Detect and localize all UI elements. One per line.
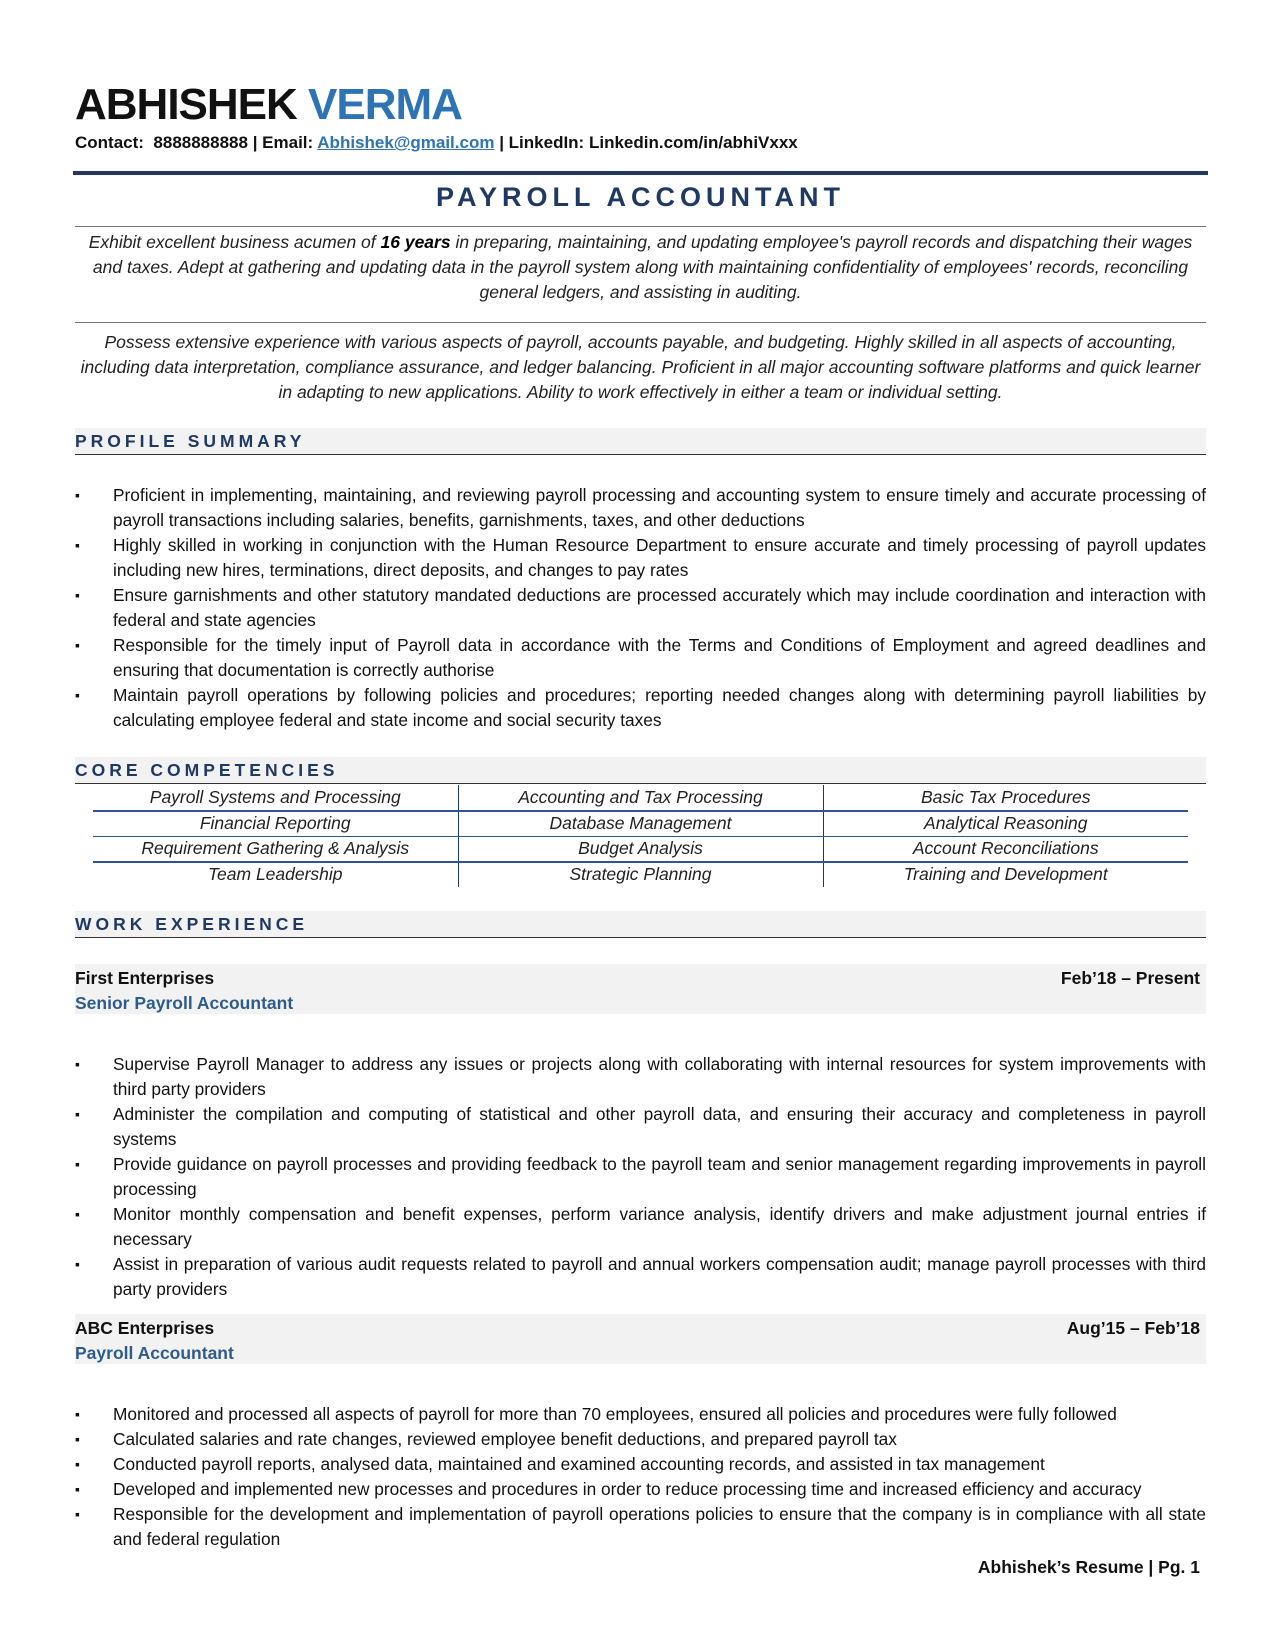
divider: [75, 226, 1206, 227]
competency-item: Payroll Systems and Processing: [93, 785, 458, 811]
bullet-item: ▪ Maintain payroll operations by following policies and procedures; reporting needed changes along with determining payroll liabilities by calculating employee federal and state income and social security taxes: [75, 683, 1206, 733]
divider: [75, 322, 1206, 323]
bullet-item: ▪ Responsible for the timely input of Payroll data in accordance with the Terms and Conditions of Employment and agreed deadlines and ensuring that documentation is correctly authorise: [75, 633, 1206, 683]
competencies-table: [93, 785, 1188, 887]
competency-item: Database Management: [458, 811, 823, 837]
email-link[interactable]: Abhishek@gmail.com: [317, 133, 495, 152]
last-name: VERMA: [308, 80, 462, 129]
contact-label: Contact:: [75, 133, 144, 152]
company-name: ABC Enterprises: [75, 1318, 215, 1338]
years-highlight: 16 years: [380, 232, 451, 252]
job-role: Senior Payroll Accountant: [75, 993, 294, 1013]
section-header-competencies: [75, 757, 1206, 784]
competency-item: Account Reconciliations: [823, 836, 1188, 862]
section-title: WORK EXPERIENCE: [75, 914, 309, 934]
competency-row: [93, 785, 1188, 811]
linkedin-url: Linkedin.com/in/abhiVxxx: [588, 133, 798, 152]
company-name: First Enterprises: [75, 968, 215, 988]
first-name: ABHISHEK: [75, 80, 297, 129]
competency-row: [93, 836, 1188, 862]
bullet-item: ▪ Monitored and processed all aspects of payroll for more than 70 employees, ensured all policies and procedures were fully followed: [75, 1402, 1206, 1427]
competency-item: Basic Tax Procedures: [823, 785, 1188, 811]
competency-item: Strategic Planning: [458, 862, 823, 888]
bullet-item: ▪ Conducted payroll reports, analysed data, maintained and examined accounting records, and assisted in tax management: [75, 1452, 1206, 1477]
bullet-item: ▪ Provide guidance on payroll processes and providing feedback to the payroll team and senior management regarding improvements in payroll processing: [75, 1152, 1206, 1202]
bullet-item: ▪ Proficient in implementing, maintaining, and reviewing payroll processing and accounting system to ensure timely and accurate processing of payroll transactions including salaries, benefits, garnishments, taxes, and other deductions: [75, 483, 1206, 533]
phone: 8888888888: [153, 133, 248, 152]
job-header: [75, 964, 1206, 1014]
bullet-item: ▪ Highly skilled in working in conjunction with the Human Resource Department to ensure accurate and timely processing of payroll updates including new hires, terminations, direct deposits, and changes to pay rates: [75, 533, 1206, 583]
page-footer: Abhishek’s Resume | Pg. 1: [977, 1557, 1200, 1577]
bullet-item: ▪ Ensure garnishments and other statutory mandated deductions are processed accurately which may include coordination and interaction with federal and state agencies: [75, 583, 1206, 633]
candidate-name: [75, 80, 462, 130]
bullet-item: ▪ Responsible for the development and implementation of payroll operations policies to ensure that the company is in compliance with all state and federal regulation: [75, 1502, 1206, 1552]
bullet-item: ▪ Calculated salaries and rate changes, reviewed employee benefit deductions, and prepared payroll tax: [75, 1427, 1206, 1452]
header-divider: [73, 171, 1208, 175]
competency-item: Accounting and Tax Processing: [458, 785, 823, 811]
linkedin-label: | LinkedIn:: [499, 133, 585, 152]
bullet-item: ▪ Developed and implemented new processes and procedures in order to reduce processing time and increased efficiency and accuracy: [75, 1477, 1206, 1502]
section-title: PROFILE SUMMARY: [75, 431, 306, 451]
bullet-item: ▪ Administer the compilation and computing of statistical and other payroll data, and ensuring their accuracy and completeness in payroll systems: [75, 1102, 1206, 1152]
profile-summary-list: [75, 483, 1206, 733]
bullet-item: ▪ Monitor monthly compensation and benefit expenses, perform variance analysis, identify drivers and make adjustment journal entries if necessary: [75, 1202, 1206, 1252]
competency-item: Training and Development: [823, 862, 1188, 888]
section-header-experience: [75, 911, 1206, 938]
bullet-item: ▪ Assist in preparation of various audit requests related to payroll and annual workers compensation audit; manage payroll processes with third party providers: [75, 1252, 1206, 1302]
job-dates: Aug’15 – Feb’18: [1066, 1318, 1200, 1338]
job-responsibilities: [75, 1052, 1206, 1302]
job-dates: Feb’18 – Present: [1060, 968, 1200, 988]
job-role: Payroll Accountant: [75, 1343, 234, 1363]
competency-item: Budget Analysis: [458, 836, 823, 862]
section-title: CORE COMPETENCIES: [75, 760, 339, 780]
intro-paragraph-1: [75, 230, 1206, 305]
competency-item: Analytical Reasoning: [823, 811, 1188, 837]
intro-text: in preparing, maintaining, and updating employee's payroll records and dispatching their wages and taxes. Adept at gathering and updating data in the payroll system along with maintaining confidentiality of employees' records, reconciling general ledgers, and assisting in auditing.: [92, 232, 1193, 302]
intro-text: Exhibit excellent business acumen of: [88, 232, 381, 252]
competency-item: Financial Reporting: [93, 811, 458, 837]
section-header-profile: [75, 428, 1206, 455]
competency-row: [93, 811, 1188, 837]
intro-paragraph-2: Possess extensive experience with various aspects of payroll, accounts payable, and budgeting. Highly skilled in all aspects of accounting, including data interpretation, compliance assurance, and ledger balancing. Proficient in all major accounting software platforms and quick learner in adapting to new applications. Ability to work effectively in either a team or individual setting.: [80, 332, 1201, 402]
competency-item: Requirement Gathering & Analysis: [93, 836, 458, 862]
competency-item: Team Leadership: [207, 864, 343, 885]
competency-row: [93, 862, 1188, 888]
bullet-item: ▪ Supervise Payroll Manager to address any issues or projects along with collaborating with internal resources for system improvements with third party providers: [75, 1052, 1206, 1102]
job-title: PAYROLL ACCOUNTANT: [435, 182, 845, 212]
contact-line: [75, 133, 798, 153]
job-responsibilities: [75, 1402, 1206, 1552]
email-label: | Email:: [252, 133, 314, 152]
job-header: [75, 1314, 1206, 1364]
